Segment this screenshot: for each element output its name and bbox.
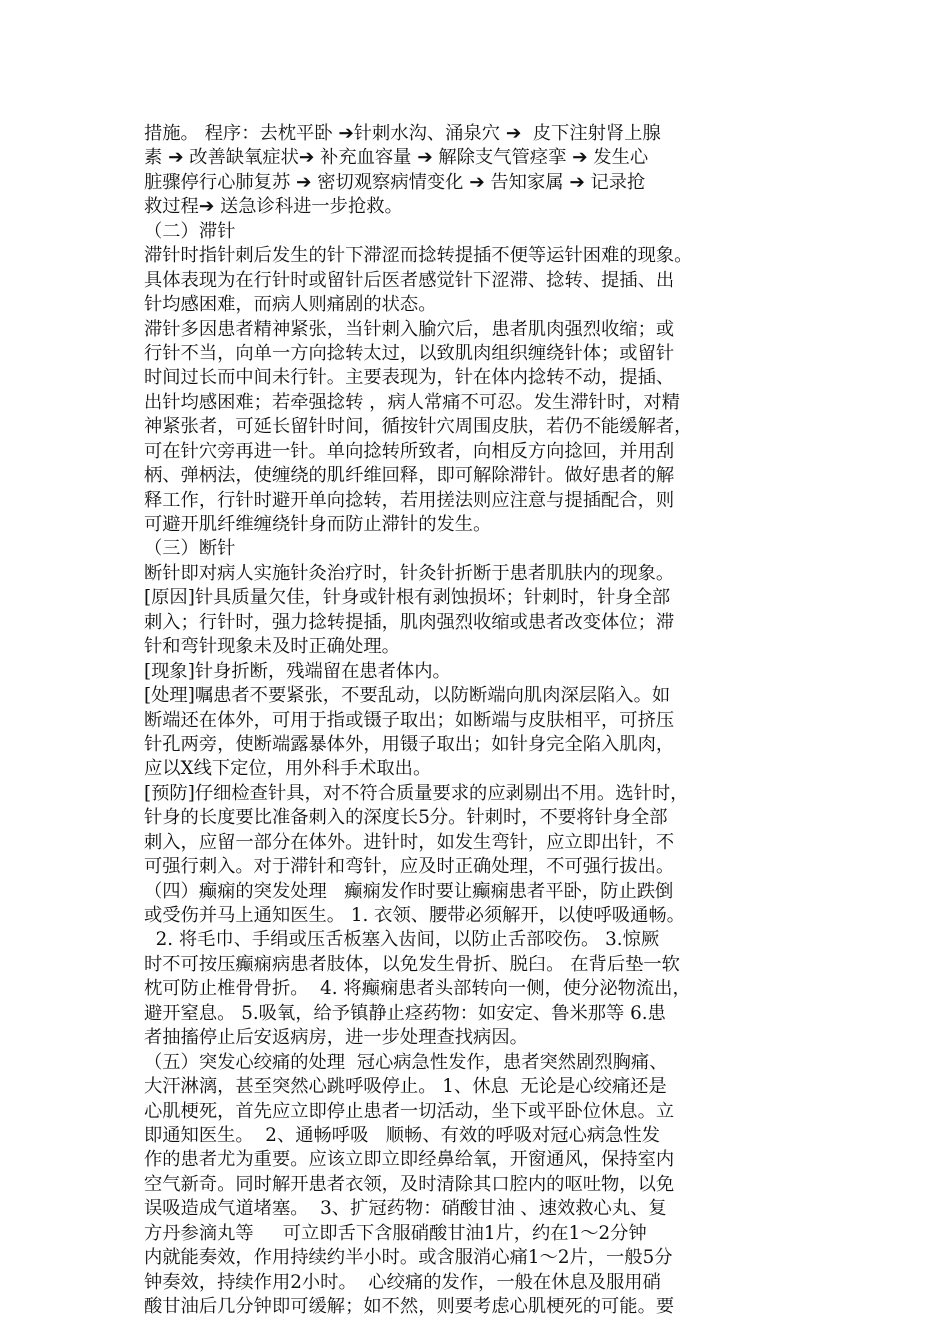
text-line: 针孔两旁，使断端露暴体外，用镊子取出；如针身完全陷入肌肉， — [144, 733, 675, 755]
text-line: 2. 将毛巾、手绢或压舌板塞入齿间，以防止舌部咬伤。 3.惊厥 — [144, 929, 660, 951]
text-line: 枕可防止椎骨骨折。 4. 将癫痫患者头部转向一侧，使分泌物流出， — [144, 978, 691, 1000]
text-line: 针均感困难，而病人则痛剧的状态。 — [144, 294, 437, 316]
section-heading-zhizhen: （二）滞针 — [144, 220, 236, 242]
text-line: 大汗淋漓，甚至突然心跳呼吸停止。 1、休息 无论是心绞痛还是 — [144, 1076, 667, 1098]
text-line: 即通知医生。 2、通畅呼吸 顺畅、有效的呼吸对冠心病急性发 — [144, 1124, 660, 1146]
text-line: 或受伤并马上通知医生。 1. 衣领、腰带必须解开，以使呼吸通畅。 — [144, 905, 685, 926]
text-line: 出针均感困难；若牵强捻转 ，病人常痛不可忍。发生滞针时，对精 — [144, 391, 680, 413]
section-heading-duanzhen: （三）断针 — [144, 538, 236, 560]
text-line: 作的患者尤为重要。应该立即立即经鼻给氧，开窗通风，保持室内 — [144, 1149, 675, 1171]
text-line: 方丹参滴丸等 可立即舌下含服硝酸甘油1片，约在1～2分钟 — [144, 1222, 647, 1244]
text-line: 刺入，应留一部分在体外。进针时，如发生弯针，应立即出针，不 — [144, 831, 675, 853]
document-body — [144, 122, 812, 1319]
text-line: 可在针穴旁再进一针。单向捻转所致者，向相反方向捻回，并用刮 — [144, 440, 675, 462]
text-line: 避开窒息。 5.吸氧，给予镇静止痉药物：如安定、鲁米那等 6.患 — [144, 1002, 666, 1024]
text-line: 释工作，行针时避开单向捻转，若用搓法则应注意与提插配合，则 — [144, 489, 675, 511]
text-line: [现象]针身折断，残端留在患者体内。 — [144, 660, 451, 682]
section-heading-epilepsy: （四）癫痫的突发处理 癫痫发作时要让癫痫患者平卧，防止跌倒 — [144, 880, 674, 902]
text-line: 素 ➔ 改善缺氧症状➔ 补充血容量 ➔ 解除支气管痉挛 ➔ 发生心 — [144, 147, 649, 169]
text-line: 滞针时指针刺后发生的针下滞涩而捻转提插不便等运针困难的现象。 — [144, 245, 693, 267]
text-line: 针身的长度要比准备刺入的深度长5分。针刺时，不要将针身全部 — [144, 807, 668, 829]
text-line: 脏骤停行心肺复苏 ➔ 密切观察病情变化 ➔ 告知家属 ➔ 记录抢 — [144, 171, 646, 193]
text-line: 断针即对病人实施针灸治疗时，针灸针折断于患者肌肤内的现象。 — [144, 562, 675, 584]
text-line: [预防]仔细检查针具，对不符合质量要求的应剥剔出不用。选针时， — [144, 782, 689, 804]
text-line: 断端还在体外，可用于指或镊子取出；如断端与皮肤相平，可挤压 — [144, 709, 675, 731]
text-line: 心肌梗死，首先应立即停止患者一切活动，坐下或平卧位休息。立 — [144, 1100, 675, 1122]
text-line: 可避开肌纤维缠绕针身而防止滞针的发生。 — [144, 514, 492, 535]
text-line: 者抽搐停止后安返病房，进一步处理查找病因。 — [144, 1027, 528, 1049]
section-heading-angina: （五）突发心绞痛的处理 冠心病急性发作，患者突然剧烈胸痛、 — [144, 1051, 668, 1073]
text-line: 钟奏效，持续作用2小时。 心绞痛的发作，一般在休息及服用硝 — [144, 1271, 661, 1293]
text-line: [处理]嘱患者不要紧张，不要乱动，以防断端向肌肉深层陷入。如 — [144, 685, 671, 707]
text-line: 时不可按压癫痫病患者肢体，以免发生骨折、脱臼。 在背后垫一软 — [144, 953, 680, 975]
text-line: 可强行刺入。对于滞针和弯针，应及时正确处理，不可强行拔出。 — [144, 856, 675, 878]
text-line: 时间过长而中间未行针。主要表现为，针在体内捻转不动，提插、 — [144, 367, 675, 389]
text-line: 误吸造成气道堵塞。 3、扩冠药物：硝酸甘油 、速效救心丸、复 — [144, 1198, 667, 1220]
text-line: 酸甘油后几分钟即可缓解；如不然，则要考虑心肌梗死的可能。要 — [144, 1296, 675, 1317]
text-line: 救过程➔ 送急诊科进一步抢救。 — [144, 196, 403, 218]
text-line: 措施。 程序：去枕平卧 ➔针刺水沟、涌泉穴 ➔ 皮下注射肾上腺 — [144, 123, 661, 144]
text-line: 应以X线下定位，用外科手术取出。 — [144, 758, 432, 780]
text-line: 刺入；行针时，强力捻转提插，肌肉强烈收缩或患者改变体位；滞 — [144, 611, 675, 633]
text-line: [原因]针具质量欠佳，针身或针根有剥蚀损坏；针刺时，针身全部 — [144, 587, 671, 609]
text-line: 空气新奇。同时解开患者衣领，及时清除其口腔内的呕吐物，以免 — [144, 1173, 675, 1195]
text-line: 内就能奏效，作用持续约半小时。或含服消心痛1～2片，一般5分 — [144, 1247, 673, 1269]
text-line: 神紧张者，可延长留针时间，循按针穴周围皮肤，若仍不能缓解者， — [144, 416, 693, 438]
text-line: 针和弯针现象未及时正确处理。 — [144, 636, 400, 658]
text-line: 滞针多因患者精神紧张，当针刺入腧穴后，患者肌肉强烈收缩；或 — [144, 318, 675, 340]
text-line: 柄、弹柄法，使缠绕的肌纤维回释，即可解除滞针。做好患者的解 — [144, 465, 675, 487]
text-line: 行针不当，向单一方向捻转太过，以致肌肉组织缠绕针体；或留针 — [144, 342, 675, 364]
text-line: 具体表现为在行针时或留针后医者感觉针下涩滞、捻转、提插、出 — [144, 269, 675, 291]
